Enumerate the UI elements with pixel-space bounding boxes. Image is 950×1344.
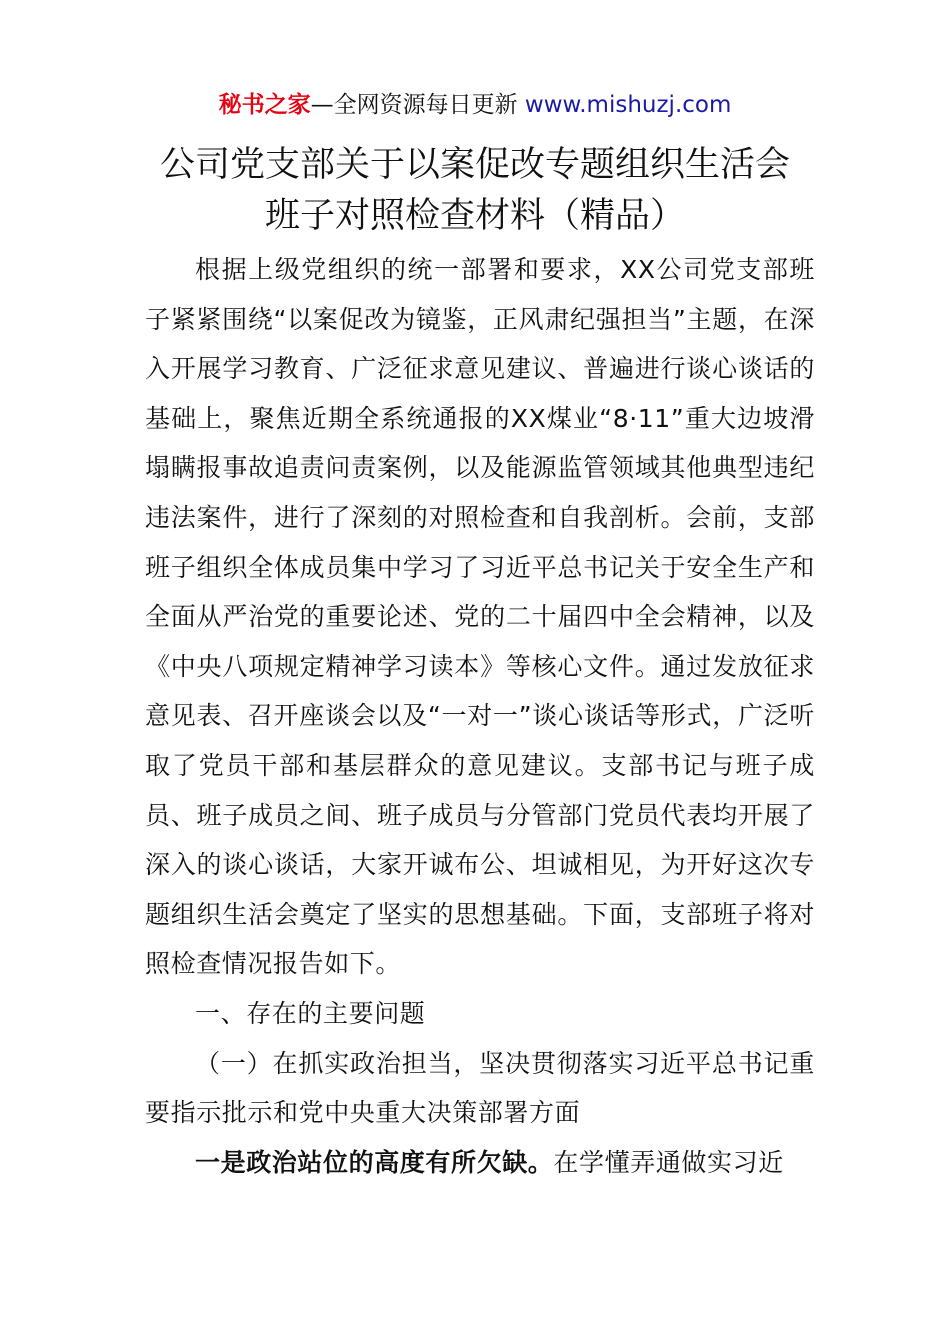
website-link[interactable]: www.mishuzj.com xyxy=(524,92,732,118)
point-paragraph xyxy=(145,1138,815,1188)
point-lead: 一是政治站位的高度有所欠缺。 xyxy=(195,1147,554,1177)
brand-name: 秘书之家 xyxy=(218,92,311,118)
document-body xyxy=(145,245,815,1187)
subsection-heading: （一）在抓实政治担当，坚决贯彻落实习近平总书记重要指示批示和党中央重大决策部署方面 xyxy=(145,1048,815,1128)
document-title xyxy=(120,140,830,242)
point-text: 在学懂弄通做实习近 xyxy=(553,1147,784,1177)
title-line-2: 班子对照检查材料（精品） xyxy=(264,196,685,236)
page-header xyxy=(0,88,950,122)
section-heading: 一、存在的主要问题 xyxy=(195,998,426,1028)
title-line-1: 公司党支部关于以案促改专题组织生活会 xyxy=(159,145,790,185)
header-tagline: —全网资源每日更新 xyxy=(310,92,525,118)
intro-paragraph: 根据上级党组织的统一部署和要求，XX公司党支部班子紧紧围绕“以案促改为镜鉴，正风肃纪强担当”主题，在深入开展学习教育、广泛征求意见建议、普遍进行谈心谈话的基础上，聚焦近期全系统通报的XX煤业“8·11”重大边坡滑塌瞒报事故追责问责案例，以及能源监管领域其他典型违纪违法案件，进行了深刻的对照检查和自我剖析。会前，支部班子组织全体成员集中学习了习近平总书记关于安全生产和全面从严治党的重要论述、党的二十届四中全会精神，以及《中央八项规定精神学习读本》等核心文件。通过发放征求意见表、召开座谈会以及“一对一”谈心谈话等形式，广泛听取了党员干部和基层群众的意见建议。支部书记与班子成员、班子成员之间、班子成员与分管部门党员代表均开展了深入的谈心谈话，大家开诚布公、坦诚相见，为开好这次专题组织生活会奠定了坚实的思想基础。下面，支部班子将对照检查情况报告如下。 xyxy=(145,255,815,979)
